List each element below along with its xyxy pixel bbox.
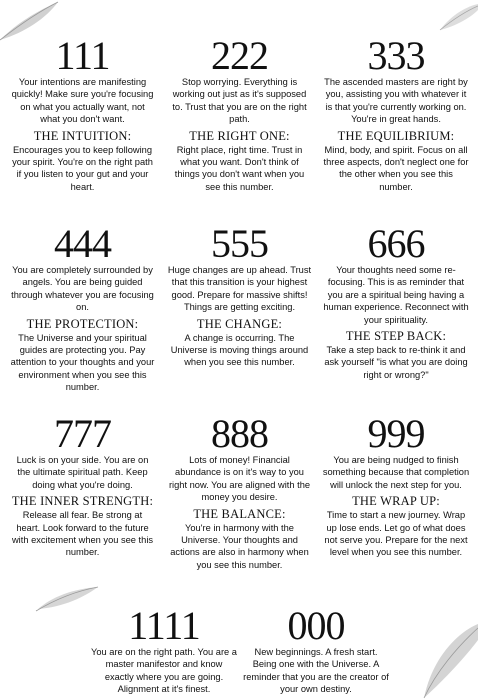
meaning-description: Mind, body, and spirit. Focus on all three aspects, don't neglect one for the other when you see this number. [323,144,469,192]
angel-number: 666 [367,221,425,266]
angel-number: 111 [55,33,110,78]
meaning-heading: THE WRAP UP: [352,494,440,509]
angel-number: 888 [211,411,268,456]
number-description: You are being nudged to finish something because that completion will unlock the next step for you. [322,455,470,490]
card-333 [322,33,470,193]
card-000 [242,603,390,696]
meaning-description: Right place, right time. Trust in what you want. Don't think of things you don't want when you see this number. [174,144,305,192]
meaning-description: You're in harmony with the Universe. Your thoughts and actions are also in harmony when you see this number. [170,522,309,570]
angel-number: 1111 [128,603,200,648]
angel-number: 555 [211,221,268,266]
angel-number: 333 [367,33,425,78]
meaning-heading: THE INTUITION: [33,128,132,143]
number-description: Your intentions are manifesting quickly! Make sure you're focusing on what you actually want, not what you don't want. [11,77,154,125]
number-description: You are completely surrounded by angels. You are being guided through whatever you are focusing on. [11,265,154,313]
card-444 [10,221,155,394]
feather-top-right-icon [430,0,478,40]
card-666 [322,221,470,381]
number-description: Stop worrying. Everything is working out just as it's supposed to. Trust that you are on the right path. [172,77,307,125]
meaning-description: Take a step back to re-think it and ask yourself "is what you are doing right or wrong?" [324,345,468,380]
number-description: The ascended masters are right by you, assisting you with whatever it is that you're currently working on. You're in great hands. [324,77,468,125]
number-description: Huge changes are up ahead. Trust that this transition is your highest good. Prepare for massive shifts! Things are getting exciting. [167,265,312,313]
meaning-heading: THE CHANGE: [196,316,283,331]
angel-number: 222 [211,33,268,78]
feather-bottom-right-icon [418,622,478,700]
meaning-description: A change is occurring. The Universe is moving things around when you see this number. [170,332,309,368]
meaning-heading: THE EQUILIBRIUM: [337,128,455,143]
card-555 [167,221,312,369]
angel-number: 777 [54,411,111,456]
card-1111 [90,603,238,696]
angel-number: 000 [287,603,345,648]
meaning-description: Time to start a new journey. Wrap up lose ends. Let go of what does not serve you. Prepare for the next level when you see this number. [324,510,468,558]
number-description: Luck is on your side. You are on the ultimate spiritual path. Keep doing what you're doing. [16,455,149,490]
meaning-heading: THE RIGHT ONE: [189,128,290,143]
meaning-description: Release all fear. Be strong at heart. Look forward to the future with excitement when you see this number. [11,510,154,558]
number-description: New beginnings. A fresh start. Being one with the Universe. A reminder that you are the creator of your own destiny. [243,647,389,695]
meaning-heading: THE BALANCE: [193,506,286,521]
number-description: Lots of money! Financial abundance is on it's way to you right now. You are aligned with the money you desire. [168,455,311,503]
angel-number: 999 [367,411,425,456]
card-888 [167,411,312,571]
card-777 [10,411,155,559]
number-description: You are on the right path. You are a master manifestor and know exactly where you are going. Alignment at it's finest. [91,647,237,695]
card-111 [10,33,155,193]
meaning-description: The Universe and your spiritual guides are protecting you. Pay attention to your thoughts and your environment when you see this number. [10,332,155,393]
meaning-heading: THE STEP BACK: [345,329,447,344]
angel-number: 444 [54,221,111,266]
card-999 [322,411,470,559]
card-222 [167,33,312,193]
number-description: Your thoughts need some re-focusing. This is as reminder that you are a spiritual being having a human experience. Reconnect with your spirituality. [323,265,469,325]
meaning-heading: THE PROTECTION: [26,316,139,331]
meaning-heading: THE INNER STRENGTH: [11,494,154,509]
meaning-description: Encourages you to keep following your spirit. You're on the right path if you listen to your gut and your heart. [12,144,153,192]
